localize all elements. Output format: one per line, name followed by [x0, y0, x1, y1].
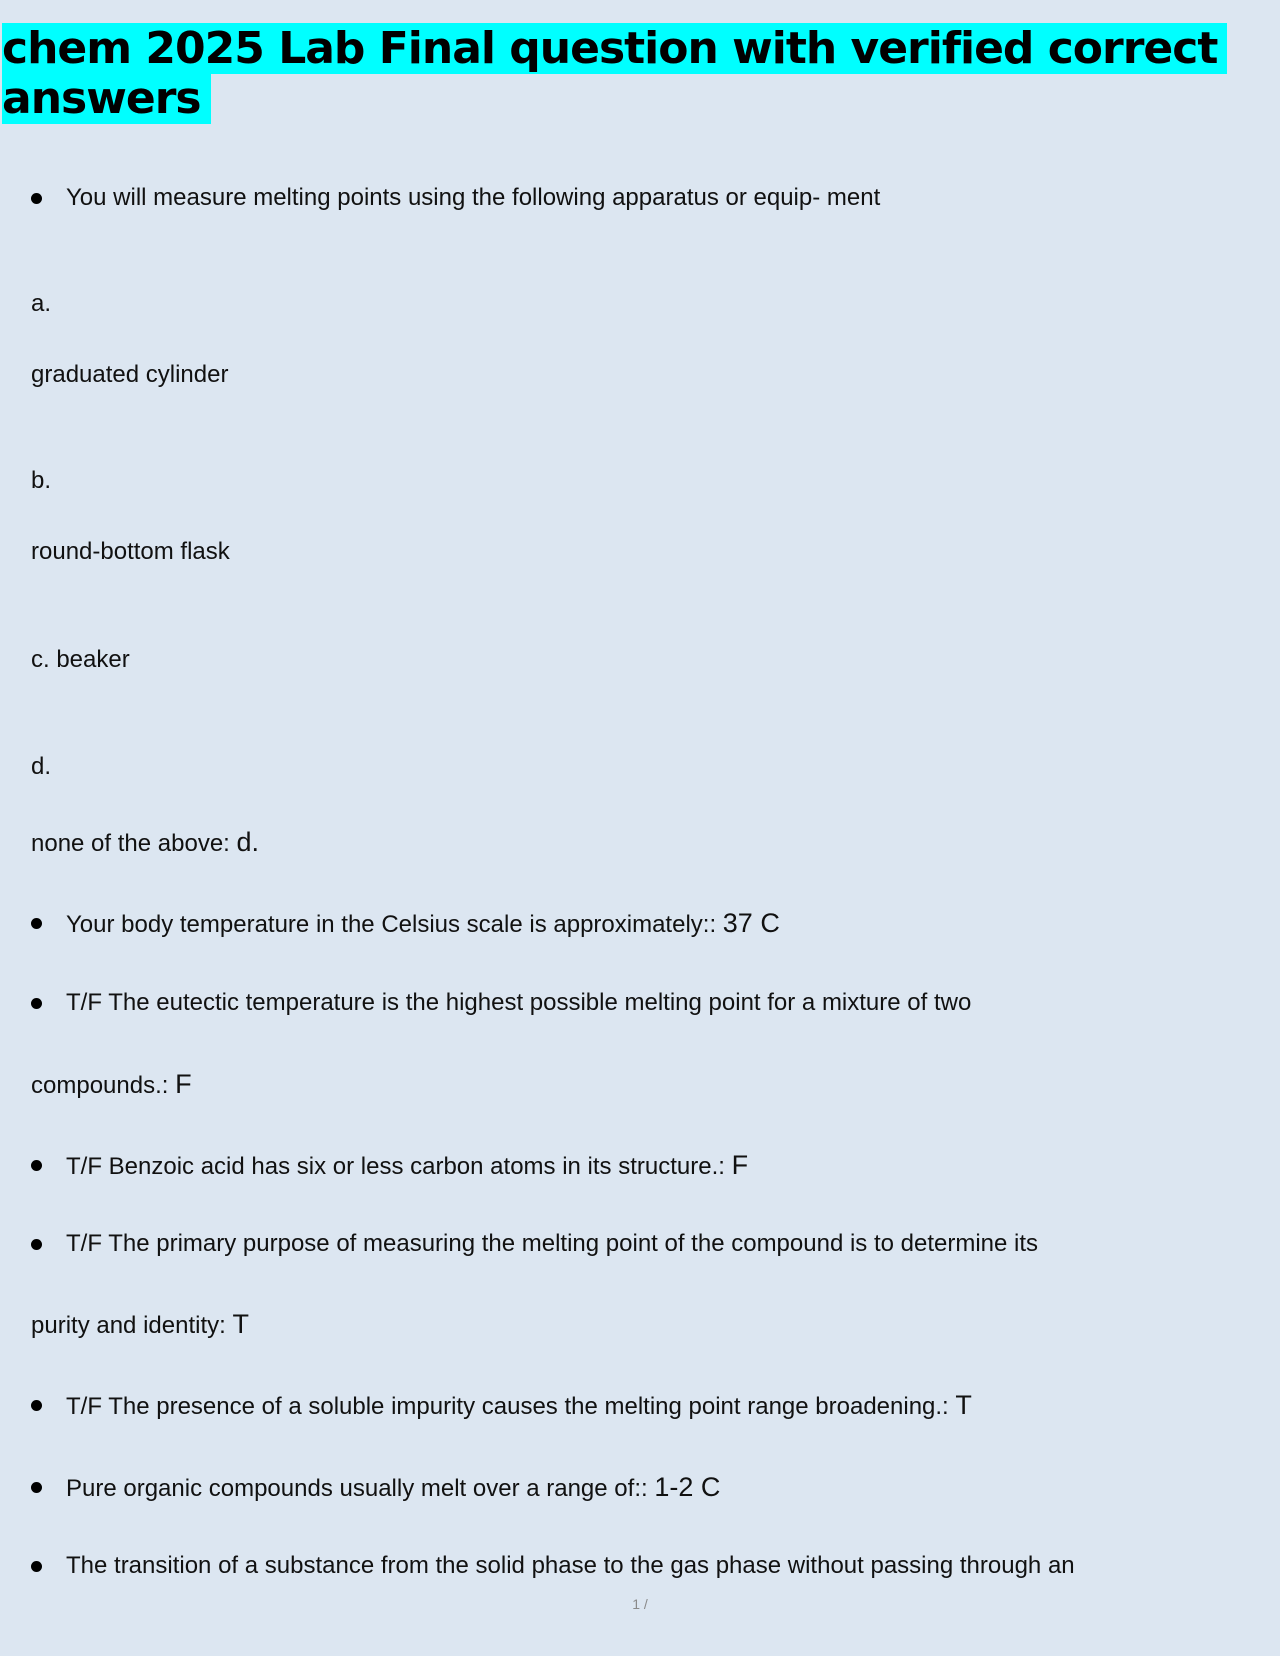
question-with-answer	[66, 1472, 720, 1504]
bullet-icon	[31, 918, 42, 929]
question-continuation	[31, 1069, 192, 1101]
title-highlight: chem 2025 Lab Final question with verified correct answers	[2, 23, 1227, 124]
answer-text: F	[731, 1150, 749, 1180]
question-text: T/F The primary purpose of measuring the melting point of the compound is to determine its	[66, 1230, 1039, 1257]
question-text: T/F Benzoic acid has six or less carbon atoms in its structure.:	[66, 1153, 725, 1180]
answer-text: F	[175, 1069, 192, 1099]
bullet-icon	[31, 1160, 42, 1171]
answer-text: 37 C	[722, 908, 780, 938]
answer-text: d.	[236, 827, 260, 857]
question-continuation	[31, 1309, 249, 1341]
option-letter: d.	[31, 753, 52, 780]
answer-text: T	[232, 1309, 249, 1339]
question-text: Pure organic compounds usually melt over a range of::	[66, 1475, 648, 1502]
bullet-icon	[31, 193, 42, 204]
question-text: Your body temperature in the Celsius scale is approximately::	[66, 911, 717, 938]
option-letter: a.	[31, 290, 52, 317]
option-text: round-bottom flask	[31, 538, 230, 565]
answer-text: T	[955, 1390, 972, 1420]
bullet-icon	[31, 1561, 42, 1572]
bullet-icon	[31, 998, 42, 1009]
document-title	[2, 24, 1232, 124]
question-with-answer	[66, 1390, 972, 1422]
question-text: You will measure melting points using the following apparatus or equip- ment	[66, 184, 881, 211]
question-text: The transition of a substance from the solid phase to the gas phase without passing through an	[66, 1552, 1075, 1579]
question-text: T/F The presence of a soluble impurity causes the melting point range broadening.:	[66, 1393, 949, 1420]
option-text: c. beaker	[31, 646, 130, 673]
option-text: graduated cylinder	[31, 361, 229, 388]
answer-text: 1-2 C	[654, 1472, 721, 1502]
question-with-answer	[66, 908, 780, 940]
continuation-text: purity and identity:	[31, 1312, 226, 1339]
question-with-answer	[66, 1150, 748, 1182]
bullet-icon	[31, 1482, 42, 1493]
bullet-icon	[31, 1400, 42, 1411]
bullet-icon	[31, 1239, 42, 1250]
page-number: 1 /	[632, 1596, 648, 1612]
continuation-text: compounds.:	[31, 1072, 169, 1099]
question-text: T/F The eutectic temperature is the highest possible melting point for a mixture of two	[66, 989, 972, 1016]
option-letter: b.	[31, 467, 52, 494]
option-with-answer	[31, 827, 259, 859]
option-text: none of the above:	[31, 830, 230, 857]
